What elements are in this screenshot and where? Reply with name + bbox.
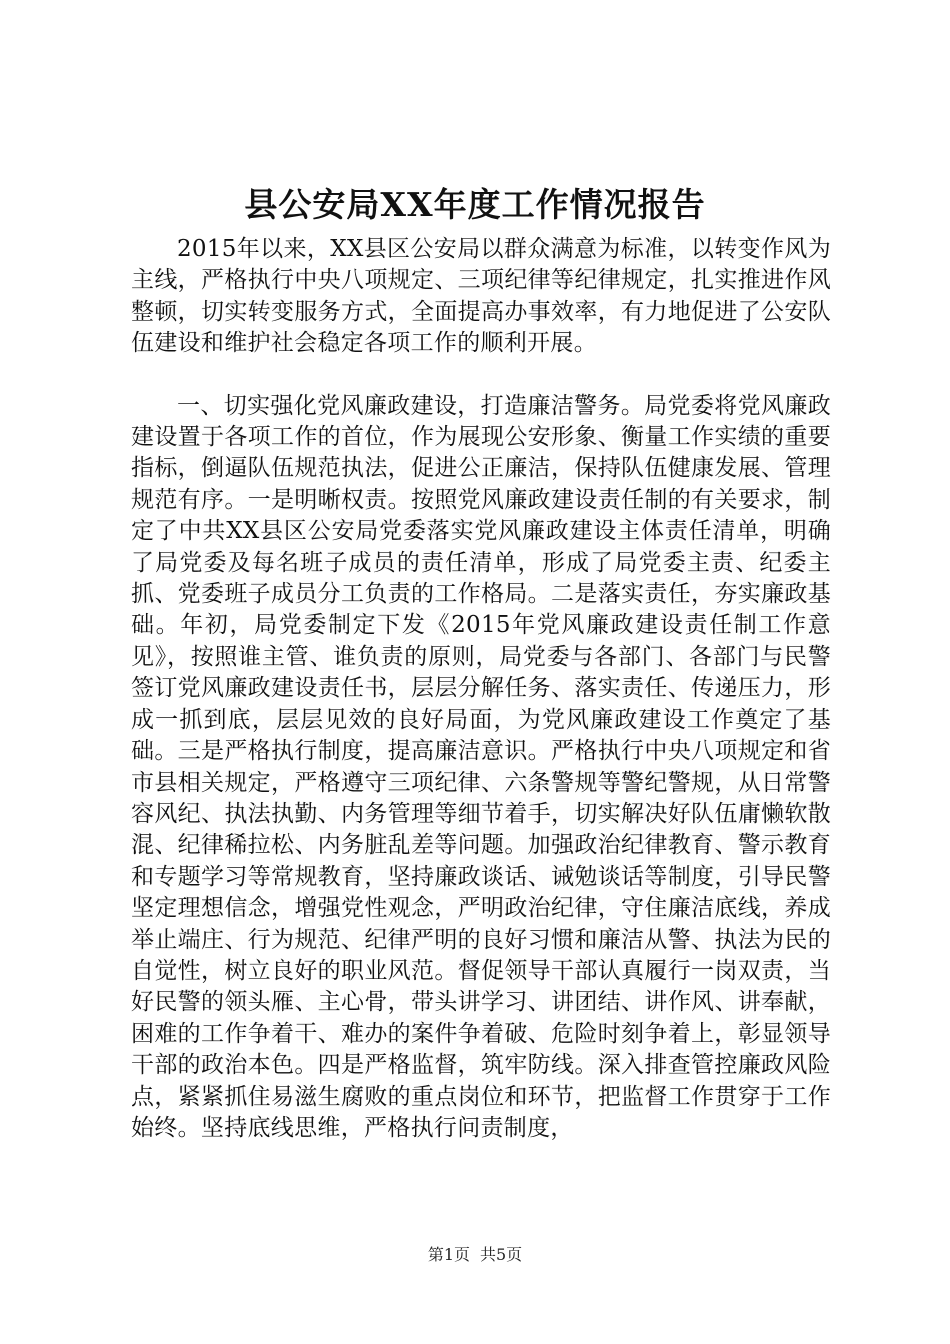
page-total: 共5页 (480, 1245, 523, 1264)
document-body (131, 234, 831, 1144)
page-number: 第1页 (427, 1245, 470, 1264)
document-title: 县公安局XX年度工作情况报告 (244, 185, 706, 224)
section-one-paragraph: 一、切实强化党风廉政建设，打造廉洁警务。局党委将党风廉政建设置于各项工作的首位，作为展现公安形象、衡量工作实绩的重要指标，倒逼队伍规范执法，促进公正廉洁，保持队伍健康发展、管理规范有序。一是明晰权责。按照党风廉政建设责任制的有关要求，制定了中共XX县区公安局党委落实党风廉政建设主体责任清单，明确了局党委及每名班子成员的责任清单，形成了局党委主责、纪委主抓、党委班子成员分工负责的工作格局。二是落实责任，夯实廉政基础。年初，局党委制定下发《2015年党风廉政建设责任制工作意见》，按照谁主管、谁负责的原则，局党委与各部门、各部门与民警签订党风廉政建设责任书，层层分解任务、落实责任、传递压力，形成一抓到底，层层见效的良好局面，为党风廉政建设工作奠定了基础。三是严格执行制度，提高廉洁意识。严格执行中央八项规定和省市县相关规定，严格遵守三项纪律、六条警规等警纪警规，从日常警容风纪、执法执勤、内务管理等细节着手，切实解决好队伍庸懒软散混、纪律稀拉松、内务脏乱差等问题。加强政治纪律教育、警示教育和专题学习等常规教育，坚持廉政谈话、诫勉谈话等制度，引导民警坚定理想信念，增强党性观念，严明政治纪律，守住廉洁底线，养成举止端庄、行为规范、纪律严明的良好习惯和廉洁从警、执法为民的自觉性，树立良好的职业风范。督促领导干部认真履行一岗双责，当好民警的领头雁、主心骨，带头讲学习、讲团结、讲作风、讲奉献，困难的工作争着干、难办的案件争着破、危险时刻争着上，彰显领导干部的政治本色。四是严格监督，筑牢防线。深入排查管控廉政风险点，紧紧抓住易滋生腐败的重点岗位和环节，把监督工作贯穿于工作始终。坚持底线思维，严格执行问责制度， (131, 392, 831, 1141)
page-footer (0, 1245, 950, 1265)
paragraph-spacer (131, 360, 831, 391)
intro-paragraph: 2015年以来，XX县区公安局以群众满意为标准，以转变作风为主线，严格执行中央八项规定、三项纪律等纪律规定，扎实推进作风整顿，切实转变服务方式，全面提高办事效率，有力地促进了公安队伍建设和维护社会稳定各项工作的顺利开展。 (131, 236, 831, 357)
